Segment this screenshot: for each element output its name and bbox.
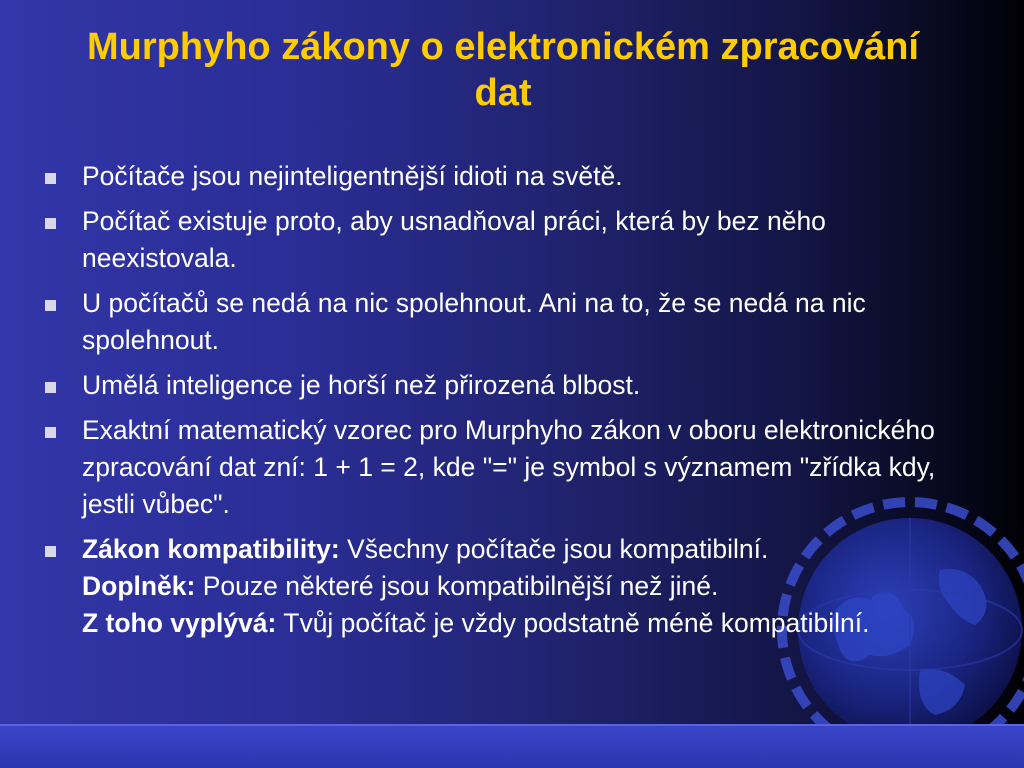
square-bullet-icon — [45, 300, 56, 311]
square-bullet-icon — [45, 173, 56, 184]
bullet-text: U počítačů se nedá na nic spolehnout. Ani na to, že se nedá na nic spolehnout. — [82, 288, 866, 355]
law-line — [82, 531, 972, 568]
bullet-item — [42, 367, 972, 404]
law-text: Všechny počítače jsou kompatibilní. — [339, 534, 769, 564]
bullet-list — [42, 158, 972, 650]
square-bullet-icon — [45, 218, 56, 229]
bullet-text: Počítače jsou nejinteligentnější idioti na světě. — [82, 161, 623, 191]
bullet-item — [42, 158, 972, 195]
law-label: Zákon kompatibility: — [82, 534, 340, 564]
bottom-bar — [0, 724, 1024, 768]
bullet-text: Exaktní matematický vzorec pro Murphyho zákon v oboru elektronického zpracování dat zní: 1 + 1 = 2, kde "=" je symbol s významem "zřídka kdy, jestli vůbec". — [82, 415, 936, 519]
square-bullet-icon — [45, 427, 56, 438]
bullet-item-compatibility — [42, 531, 972, 642]
law-label: Doplněk: — [82, 571, 196, 601]
law-text: Pouze některé jsou kompatibilnější než jiné. — [195, 571, 719, 601]
bullet-text: Umělá inteligence je horší než přirozená blbost. — [82, 370, 641, 400]
law-text: Tvůj počítač je vždy podstatně méně kompatibilní. — [276, 608, 870, 638]
bullet-item — [42, 203, 972, 277]
square-bullet-icon — [45, 382, 56, 393]
bullet-item — [42, 285, 972, 359]
law-line — [82, 605, 972, 642]
law-label: Z toho vyplývá: — [82, 608, 277, 638]
square-bullet-icon — [45, 546, 56, 557]
bullet-text: Počítač existuje proto, aby usnadňoval práci, která by bez něho neexistovala. — [82, 206, 826, 273]
slide-title: Murphyho zákony o elektronickém zpracování dat — [87, 26, 919, 114]
law-line — [82, 568, 972, 605]
bullet-item — [42, 412, 972, 523]
